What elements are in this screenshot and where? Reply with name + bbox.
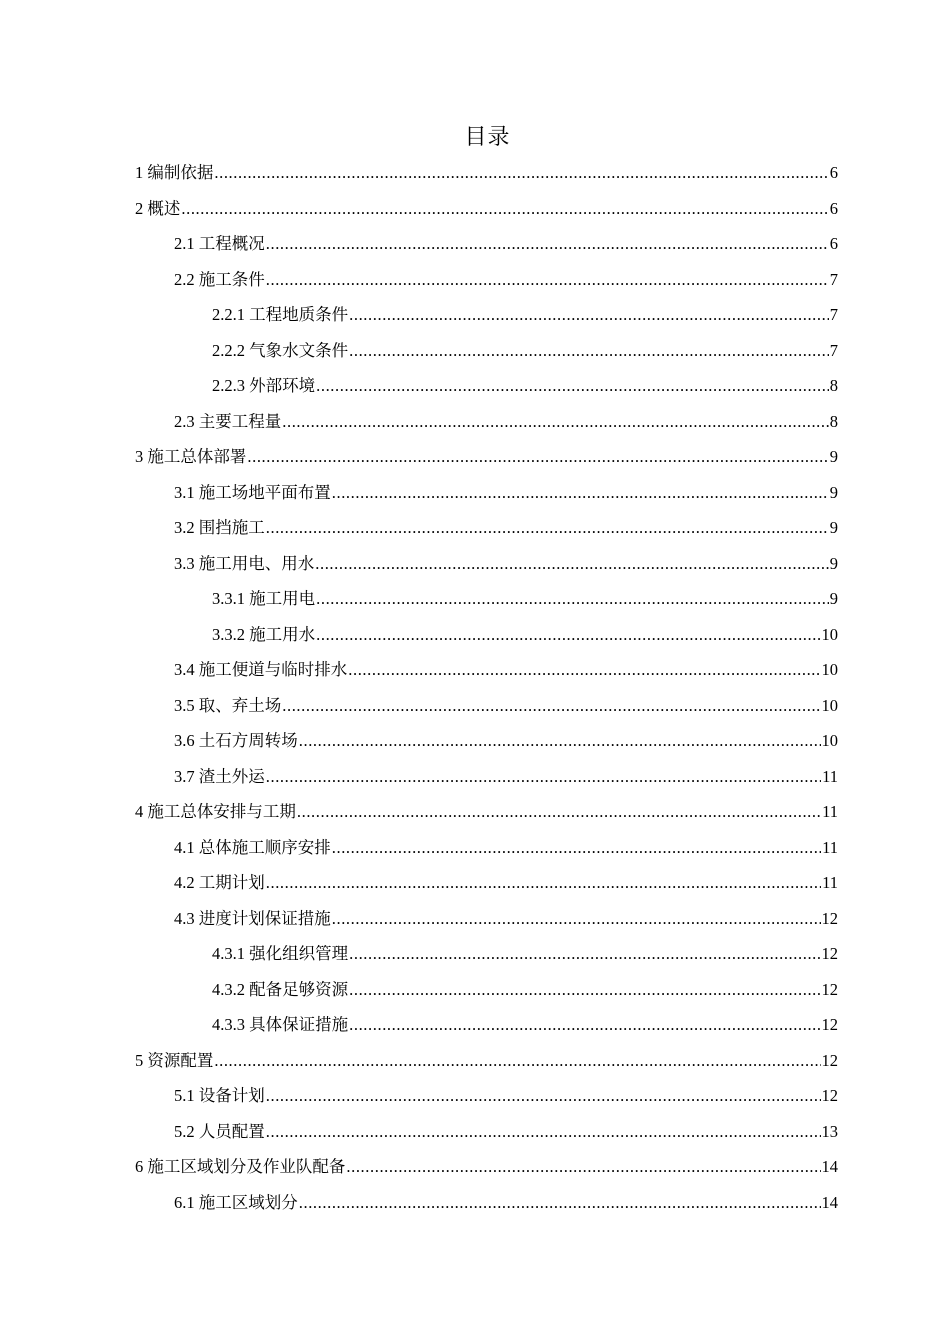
toc-entry-page-number: 10 <box>821 660 838 679</box>
toc-dot-leader <box>316 368 829 404</box>
toc-dot-leader <box>247 439 828 475</box>
toc-entry-page-number: 9 <box>829 482 838 502</box>
toc-entry[interactable] <box>135 475 838 511</box>
toc-dot-leader <box>348 652 820 688</box>
toc-dot-leader <box>316 617 820 653</box>
toc-entry-page-number: 9 <box>829 553 838 573</box>
toc-entry-label: 1 编制依据 <box>135 163 214 182</box>
toc-entry[interactable] <box>135 972 838 1008</box>
toc-dot-leader <box>266 226 829 262</box>
toc-entry-page-number: 12 <box>821 1050 838 1070</box>
toc-entry-label: 6 施工区域划分及作业队配备 <box>135 1157 346 1176</box>
toc-entry-page-number: 14 <box>821 1192 838 1212</box>
toc-entry-page-number: 12 <box>821 1015 838 1034</box>
toc-dot-leader <box>266 759 821 795</box>
toc-entry-page-number: 9 <box>829 589 838 608</box>
toc-entry[interactable] <box>135 510 838 546</box>
toc-dot-leader <box>332 830 821 866</box>
toc-entry-page-number: 12 <box>821 908 838 928</box>
toc-entry[interactable] <box>135 1149 838 1185</box>
toc-entry[interactable] <box>135 333 838 369</box>
toc-dot-leader <box>349 333 829 369</box>
toc-entry-label: 4 施工总体安排与工期 <box>135 802 296 821</box>
toc-entry-label: 2.2.2 气象水文条件 <box>212 340 349 360</box>
toc-entry-label: 2.2 施工条件 <box>174 269 265 289</box>
toc-entry[interactable] <box>135 404 838 440</box>
toc-dot-leader <box>181 191 828 227</box>
toc-entry-page-number: 6 <box>829 163 838 182</box>
toc-entry[interactable] <box>135 191 838 227</box>
toc-entry-label: 5.2 人员配置 <box>174 1121 265 1141</box>
toc-entry-label: 3.7 渣土外运 <box>174 766 265 786</box>
toc-dot-leader <box>214 1043 820 1079</box>
toc-entry[interactable] <box>135 759 838 795</box>
toc-entry-page-number: 11 <box>822 837 838 857</box>
toc-entry-page-number: 14 <box>821 1157 838 1176</box>
toc-entry-label: 2.1 工程概况 <box>174 234 265 253</box>
toc-entry-label: 3.3.1 施工用电 <box>212 589 316 608</box>
toc-dot-leader <box>299 1185 821 1221</box>
toc-entry[interactable] <box>135 368 838 404</box>
toc-dot-leader <box>349 1007 820 1043</box>
toc-entry-label: 3.6 土石方周转场 <box>174 731 298 750</box>
toc-entry-page-number: 11 <box>822 802 838 821</box>
toc-entry-label: 4.1 总体施工顺序安排 <box>174 837 331 857</box>
toc-entry-page-number: 7 <box>829 340 838 360</box>
toc-dot-leader <box>332 901 821 937</box>
toc-entry-label: 4.3.3 具体保证措施 <box>212 1015 349 1034</box>
toc-entry-label: 3 施工总体部署 <box>135 447 247 466</box>
toc-entry[interactable] <box>135 652 838 688</box>
toc-entry[interactable] <box>135 865 838 901</box>
toc-entry-label: 3.3 施工用电、用水 <box>174 553 315 573</box>
toc-entry-page-number: 10 <box>821 695 838 715</box>
toc-entry-label: 2.2.1 工程地质条件 <box>212 305 349 324</box>
toc-entry-page-number: 7 <box>829 305 838 324</box>
toc-entry-page-number: 11 <box>822 766 838 786</box>
toc-dot-leader <box>214 155 828 191</box>
toc-entry[interactable] <box>135 1007 838 1043</box>
toc-entry[interactable] <box>135 617 838 653</box>
toc-entry[interactable] <box>135 262 838 298</box>
toc-entry-label: 3.2 围挡施工 <box>174 518 265 537</box>
toc-dot-leader <box>332 475 829 511</box>
toc-entry-page-number: 12 <box>821 979 838 999</box>
toc-dot-leader <box>299 723 821 759</box>
toc-entry[interactable] <box>135 830 838 866</box>
toc-dot-leader <box>266 262 829 298</box>
toc-entry-page-number: 9 <box>829 447 838 466</box>
toc-dot-leader <box>282 404 829 440</box>
toc-dot-leader <box>346 1149 820 1185</box>
toc-entry-page-number: 12 <box>821 944 838 963</box>
toc-entry-page-number: 13 <box>821 1121 838 1141</box>
toc-dot-leader <box>266 510 829 546</box>
toc-dot-leader <box>297 794 821 830</box>
toc-entry[interactable] <box>135 155 838 191</box>
toc-dot-leader <box>349 972 820 1008</box>
toc-entry[interactable] <box>135 901 838 937</box>
toc-entry[interactable] <box>135 1114 838 1150</box>
toc-entry[interactable] <box>135 1185 838 1221</box>
toc-entry-label: 4.3 进度计划保证措施 <box>174 908 331 928</box>
toc-entry[interactable] <box>135 546 838 582</box>
toc-dot-leader <box>282 688 820 724</box>
toc-dot-leader <box>266 1114 821 1150</box>
toc-dot-leader <box>349 297 829 333</box>
toc-entry[interactable] <box>135 226 838 262</box>
toc-entry-label: 3.3.2 施工用水 <box>212 624 316 644</box>
toc-entry[interactable] <box>135 936 838 972</box>
toc-title: 目录 <box>464 124 511 149</box>
toc-entry-label: 3.1 施工场地平面布置 <box>174 482 331 502</box>
toc-dot-leader <box>315 546 829 582</box>
toc-entry-label: 6.1 施工区域划分 <box>174 1192 298 1212</box>
toc-entry-label: 3.5 取、弃土场 <box>174 695 282 715</box>
toc-entry[interactable] <box>135 1078 838 1114</box>
toc-entry[interactable] <box>135 439 838 475</box>
toc-entry[interactable] <box>135 581 838 617</box>
toc-entry-label: 5.1 设备计划 <box>174 1086 265 1105</box>
toc-entry[interactable] <box>135 723 838 759</box>
toc-entry-page-number: 11 <box>822 873 838 892</box>
table-of-contents <box>135 155 838 1220</box>
toc-dot-leader <box>266 865 821 901</box>
toc-dot-leader <box>316 581 829 617</box>
toc-entry-label: 4.3.2 配备足够资源 <box>212 979 349 999</box>
toc-entry[interactable] <box>135 297 838 333</box>
toc-entry-page-number: 6 <box>829 198 838 218</box>
toc-dot-leader <box>266 1078 821 1114</box>
toc-entry-page-number: 8 <box>829 411 838 431</box>
toc-entry-label: 4.3.1 强化组织管理 <box>212 944 349 963</box>
toc-entry-page-number: 10 <box>821 731 838 750</box>
toc-entry-page-number: 10 <box>821 624 838 644</box>
toc-entry-page-number: 8 <box>829 376 838 395</box>
toc-entry-label: 4.2 工期计划 <box>174 873 265 892</box>
toc-entry-label: 3.4 施工便道与临时排水 <box>174 660 348 679</box>
toc-entry[interactable] <box>135 794 838 830</box>
toc-entry[interactable] <box>135 688 838 724</box>
toc-entry-page-number: 9 <box>829 518 838 537</box>
toc-dot-leader <box>349 936 820 972</box>
toc-entry-label: 2 概述 <box>135 198 181 218</box>
toc-entry-page-number: 12 <box>821 1086 838 1105</box>
toc-entry-page-number: 7 <box>829 269 838 289</box>
toc-entry-page-number: 6 <box>829 234 838 253</box>
toc-entry-label: 5 资源配置 <box>135 1050 214 1070</box>
toc-entry-label: 2.3 主要工程量 <box>174 411 282 431</box>
toc-entry-label: 2.2.3 外部环境 <box>212 376 316 395</box>
toc-entry[interactable] <box>135 1043 838 1079</box>
